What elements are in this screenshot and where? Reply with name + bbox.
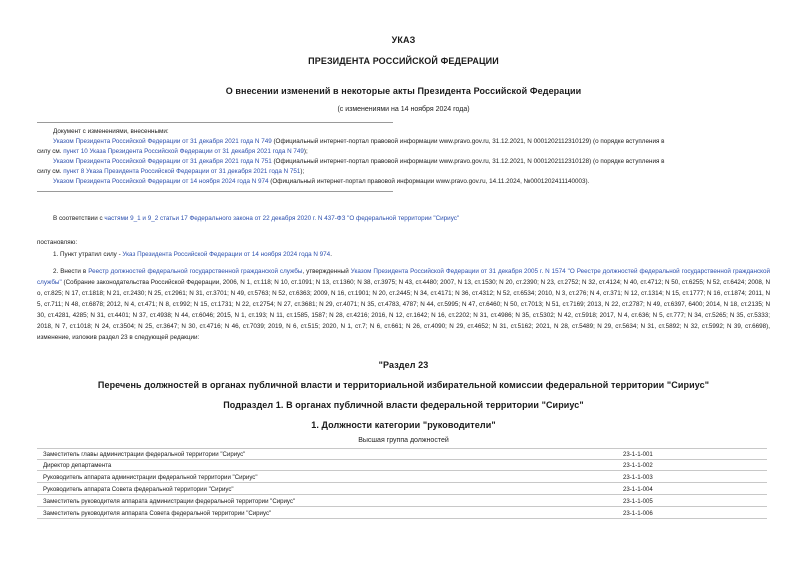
paragraph-2-text: 2. Внести в <box>53 268 89 275</box>
change-3-text: (Официальный интернет-портал правовой информации www.pravo.gov.ru, 14.11.2024, №0001202411140003). <box>268 178 590 185</box>
paragraph-1-end: . <box>330 251 332 258</box>
preamble-law-link[interactable]: частями 9_1 и 9_2 статьи 17 Федерального закона от 22 декабря 2020 г. N 437-ФЗ "О федеральной территории "Сириус" <box>104 215 460 222</box>
position-code: 23-1-1-003 <box>623 474 653 481</box>
paragraph-1 <box>53 249 332 260</box>
table-row <box>37 508 767 519</box>
table-row <box>37 496 767 507</box>
position-name: Директор департамента <box>43 462 112 469</box>
position-code: 23-1-1-001 <box>623 451 653 458</box>
edition-note: (с изменениями на 14 ноября 2024 года) <box>337 106 470 113</box>
change-1-text: (Официальный интернет-портал правовой информации www.pravo.gov.ru, 31.12.2021, N 0001202112310129) (о порядке вступления в <box>271 138 665 145</box>
table-row <box>37 472 767 483</box>
change-1-text2: силу см. <box>37 148 64 155</box>
change-2-link[interactable]: Указом Президента Российской Федерации от 31 декабря 2021 года N 751 <box>53 158 272 165</box>
paragraph-2 <box>37 266 770 343</box>
table-row <box>37 448 767 460</box>
paragraph-2-text2: , утвержденный <box>302 268 351 275</box>
category-heading: 1. Должности категории "руководители" <box>311 420 496 430</box>
top-divider <box>37 122 393 123</box>
decree-issuer: ПРЕЗИДЕНТА РОССИЙСКОЙ ФЕДЕРАЦИИ <box>308 56 499 66</box>
row-divider <box>37 518 767 519</box>
preamble-text: В соответствии с <box>53 215 105 222</box>
position-code: 23-1-1-002 <box>623 462 653 469</box>
change-1-text3: ); <box>303 148 308 155</box>
paragraph-1-text: 1. Пункт утратил силу - <box>53 251 123 258</box>
position-code: 23-1-1-004 <box>623 486 653 493</box>
changes-header: Документ с изменениями, внесенными: <box>53 128 169 135</box>
row-divider <box>37 494 767 495</box>
paragraph-2-sources: (Собрание законодательства Российской Федерации, 2006, N 1, ст.118; N 10, ст.1091; N 13, ст.1360; N 38, ст.3975; N 43, ст.4480; 2007, N 13, ст.1530; N 20, ст.2390; N 23, ст.2752; N 32, ст.4124; N 40, ст.4712; N 50, ст.6255; N 52, ст.6424; 2008, N о, ст.825; N 17, ст.1818; N 21, ст.2430; N 25, ст.2961; N 31, ст.3701; N 49, ст.5763; N 52, ст.6363; 2009, N 16, ст.1901; N 20, ст.2445; N 34, ст.4171; N 36, ст.4312; N 52, ст.6534; 2010, N 3, ст.276; N 4, ст.371; N 12, ст.1314; N 15, ст.1777; N 16, ст.1874; 2011, N 5, ст.711; N 48, ст.6878; 2012, N 4, ст.471; N 8, ст.992; N 15, ст.1731; N 22, ст.2754; N 27, ст.3681; N 29, ст.4071; N 35, ст.4783, 4787; N 44, ст.5995; N 47, ст.6460; N 50, ст.7013; N 51, ст.7169; 2013, N 22, ст.2787; N 49, ст.6397, 6400; 2014, N 18, ст.2135; N 30, ст.4281, 4285; N 31, ст.4401; N 37, ст.4938; N 44, ст.6046; 2015, N 1, ст.193; N 11, ст.1585, 1587; N 28, ст.4216; 2016, N 12, ст.1642; N 16, ст.2202; N 31, ст.4986; N 35, ст.5302; N 42, ст.5918; 2017, N 4, ст.636; N 5, ст.777; N 34, ст.5265; N 35, ст.5333; 2018, N 7, ст.1018; N 24, ст.3504; N 25, ст.3647; N 30, ст.4716; N 46, ст.7039; 2019, N 6, ст.515; 2020, N 1, ст.7; N 6, ст.661; N 26, ст.4090; N 29, ст.4652; N 31, ст.5162; 2021, N 28, ст.5489; N 29, ст.5634; N 31, ст.5892; N 32, ст.5992; N 39, ст.6698), изменение, изложив раздел 23 в следующей редакции: <box>37 279 770 341</box>
paragraph-1-link[interactable]: Указ Президента Российской Федерации от 14 ноября 2024 года N 974 <box>122 251 331 258</box>
change-2-link2[interactable]: пункт 8 Указа Президента Российской Федерации от 31 декабря 2021 года N 751 <box>63 168 301 175</box>
registry-link[interactable]: Реестр должностей федеральной государственной гражданской службы <box>88 268 303 275</box>
row-divider <box>37 470 767 471</box>
position-name: Заместитель руководителя аппарата администрации федеральной территории "Сириус" <box>43 498 296 505</box>
position-name: Заместитель главы администрации федеральной территории "Сириус" <box>43 451 246 458</box>
change-1-link[interactable]: Указом Президента Российской Федерации от 31 декабря 2021 года N 749 <box>53 138 272 145</box>
section-title: "Раздел 23 <box>378 360 429 370</box>
position-code: 23-1-1-006 <box>623 510 653 517</box>
row-divider <box>37 482 767 483</box>
change-item-3 <box>53 176 589 187</box>
preamble <box>53 213 459 224</box>
resolve-word: постановляю: <box>37 239 78 246</box>
change-3-link[interactable]: Указом Президента Российской Федерации от 14 ноября 2024 года N 974 <box>53 178 269 185</box>
bottom-divider <box>37 191 393 192</box>
change-1-link2[interactable]: пункт 10 Указа Президента Российской Федерации от 31 декабря 2021 года N 749 <box>63 148 304 155</box>
position-name: Заместитель руководителя аппарата Совета федеральной территории "Сириус" <box>43 510 272 517</box>
position-code: 23-1-1-005 <box>623 498 653 505</box>
decree-title: УКАЗ <box>391 35 416 45</box>
decree-1574-link[interactable]: Указом Президента Российской Федерации от 31 декабря 2005 г. N 1574 "О Реестре должностей федеральной государственной гражданской службы" <box>37 268 770 286</box>
change-2-text3: ); <box>300 168 305 175</box>
table-row <box>37 460 767 471</box>
section-heading: Перечень должностей в органах публичной власти и территориальной избирательной комиссии федеральной территории "Сириус" <box>97 380 710 390</box>
change-2-text: (Официальный интернет-портал правовой информации www.pravo.gov.ru, 31.12.2021, N 0001202112310128) (о порядке вступления в <box>271 158 665 165</box>
table-row <box>37 484 767 495</box>
change-2-text2: силу см. <box>37 168 64 175</box>
position-name: Руководитель аппарата Совета федеральной территории "Сириус" <box>43 486 234 493</box>
row-divider <box>37 506 767 507</box>
position-name: Руководитель аппарата администрации федеральной территории "Сириус" <box>43 474 258 481</box>
decree-subject: О внесении изменений в некоторые акты Президента Российской Федерации <box>225 86 582 96</box>
subsection-heading: Подраздел 1. В органах публичной власти федеральной территории "Сириус" <box>223 400 584 410</box>
group-heading: Высшая группа должностей <box>358 437 449 444</box>
